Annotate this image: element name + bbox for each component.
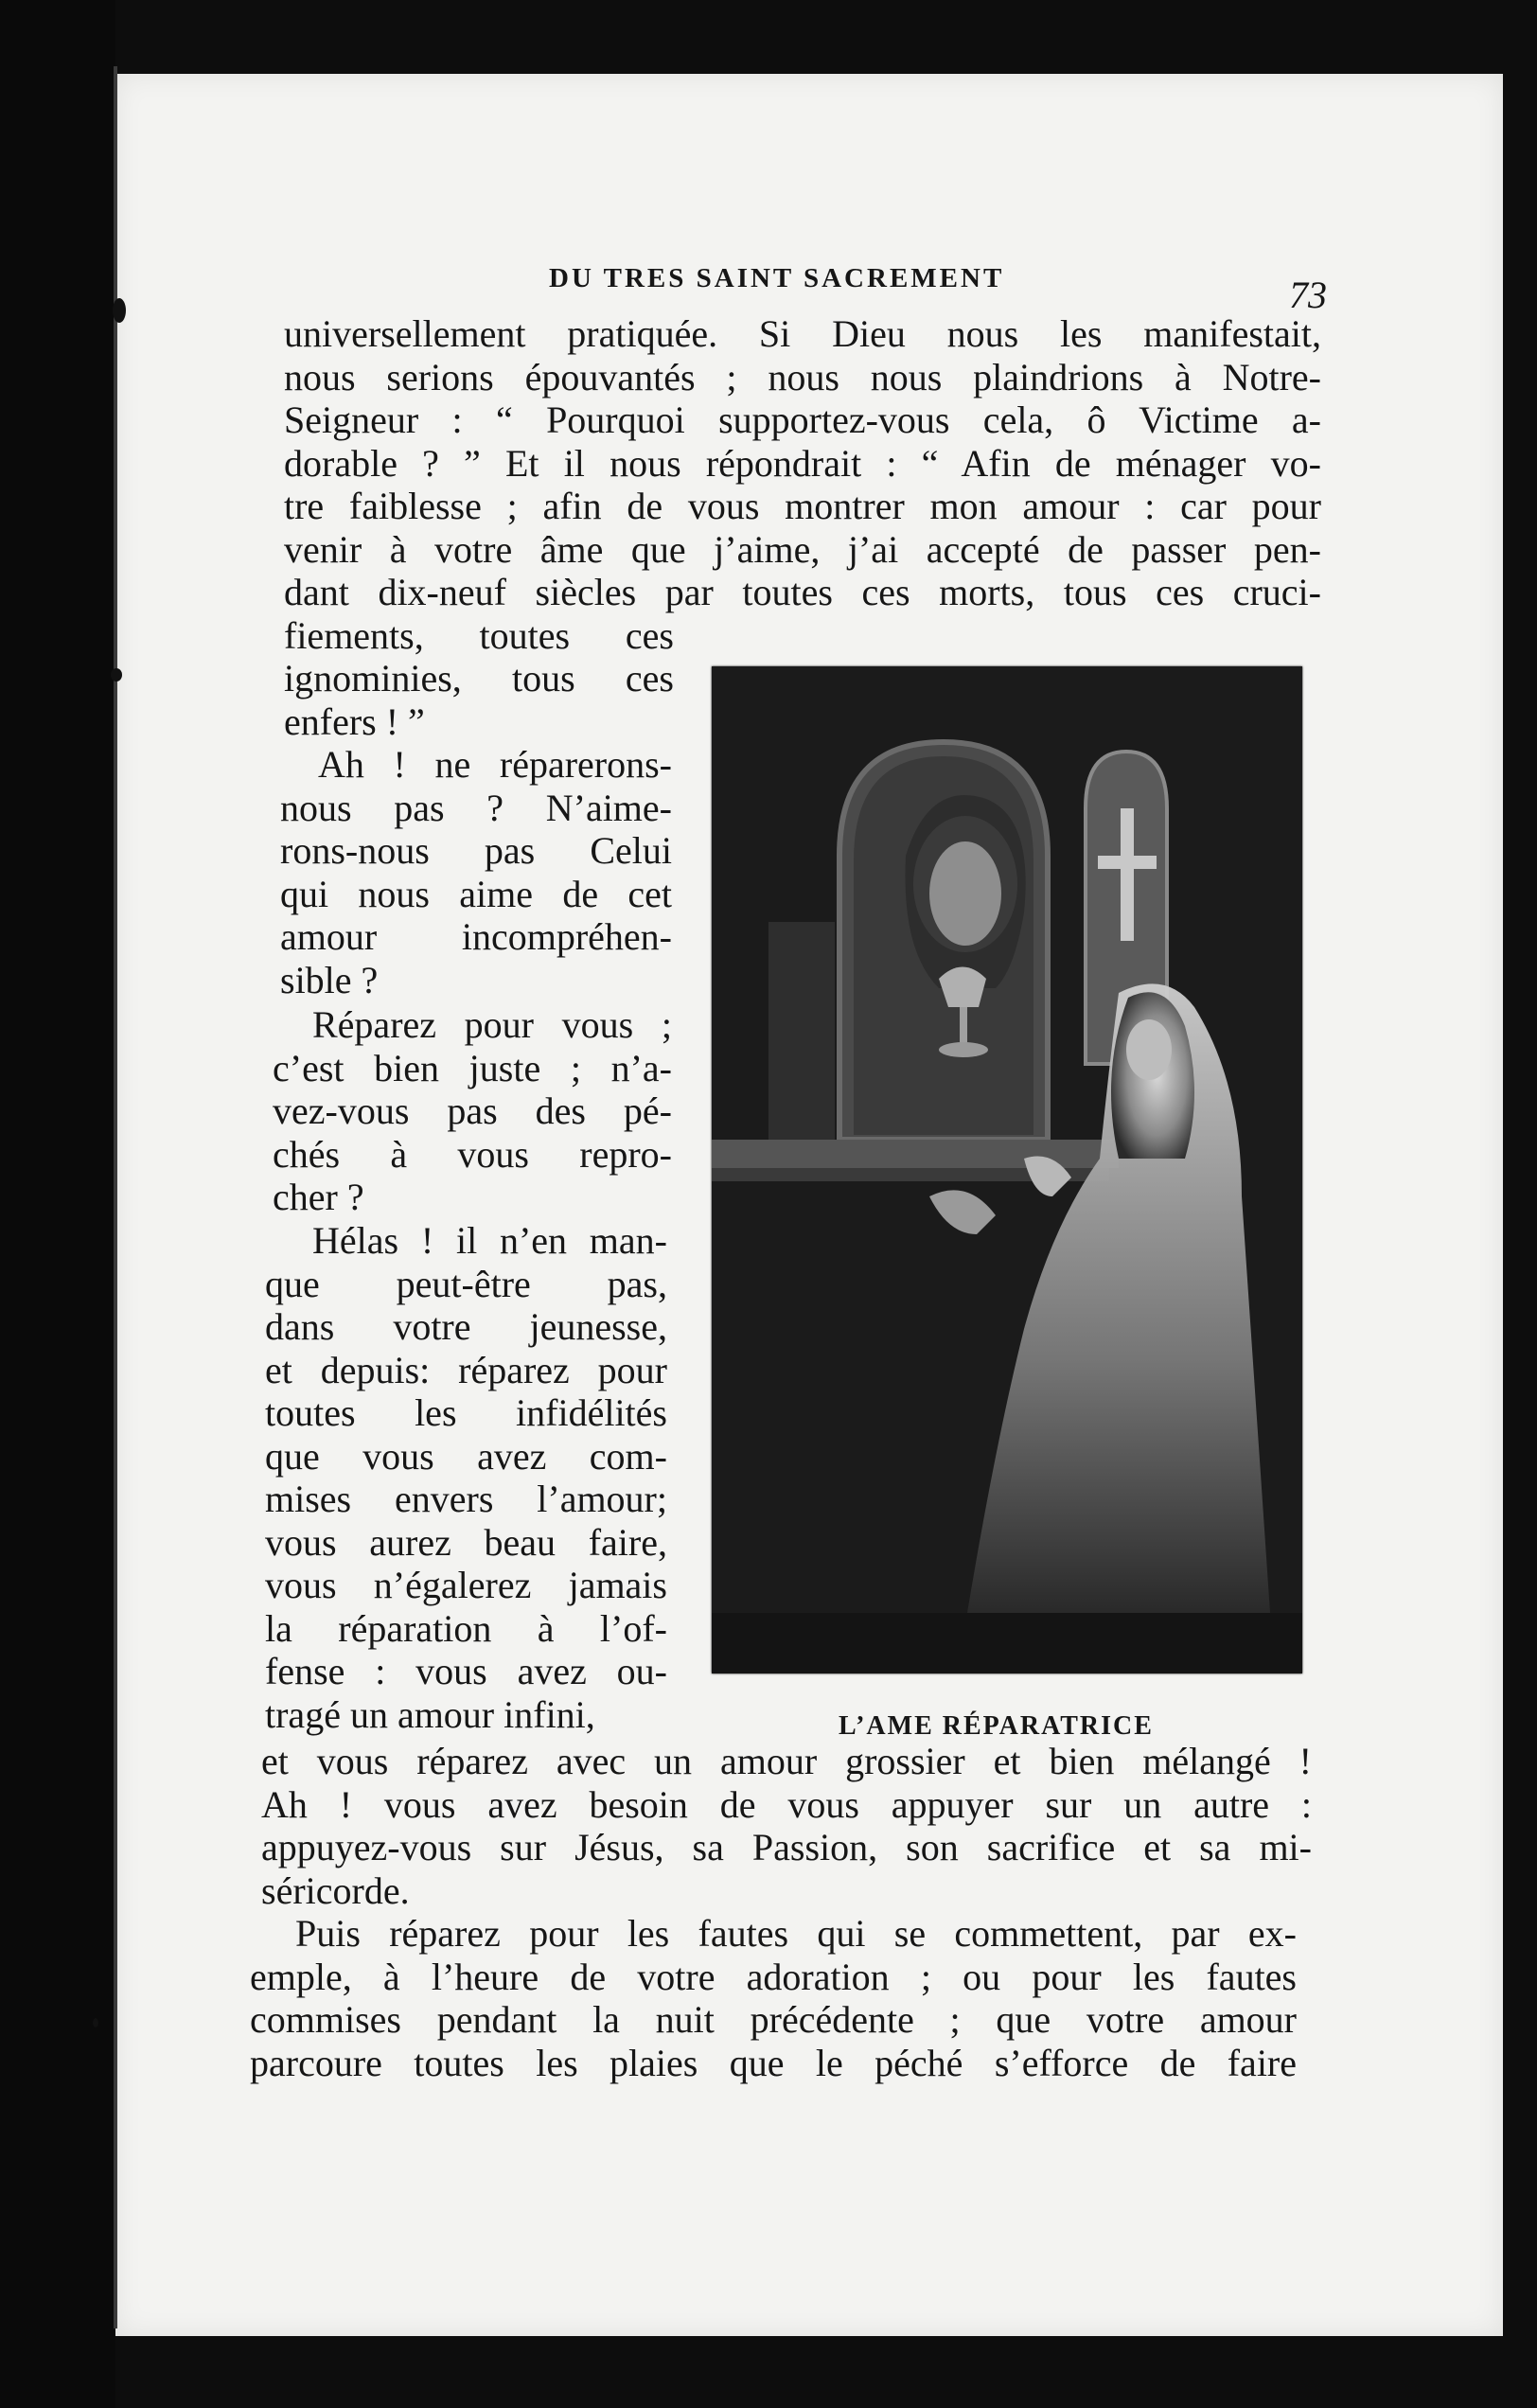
text-line: dans votre jeunesse, <box>265 1305 667 1348</box>
text-line: qui nous aime de cet <box>280 872 672 915</box>
figure-caption: L’AME RÉPARATRICE <box>839 1711 1154 1741</box>
text-line: et vous réparez avec un amour grossier et bien mélangé ! <box>261 1740 1312 1782</box>
text-line: dorable ? ” Et il nous répondrait : “ Afin de ménager vo- <box>284 441 1321 485</box>
text-line: chés à vous repro- <box>273 1132 672 1176</box>
text-line: emple, à l’heure de votre adoration ; ou pour les fautes <box>250 1955 1297 1998</box>
text-line: nous pas ? N’aime- <box>280 786 672 829</box>
text-line: cher ? <box>273 1176 364 1218</box>
text-line: rons-nous pas Celui <box>280 829 672 872</box>
text-line: parcoure toutes les plaies que le péché s’efforce de faire <box>250 2041 1297 2084</box>
text-line: que peut-être pas, <box>265 1262 667 1305</box>
text-line: amour incompréhen- <box>280 915 672 958</box>
text-line: tragé un amour infini, <box>265 1692 595 1736</box>
text-line: que vous avez com- <box>265 1434 667 1478</box>
text-line: universellement pratiquée. Si Dieu nous les manifestait, <box>284 312 1321 355</box>
text-line: toutes les infidélités <box>265 1391 667 1434</box>
text-line: et depuis: réparez pour <box>265 1348 667 1391</box>
text-line: sible ? <box>280 958 379 1001</box>
text-line: fense : vous avez ou- <box>265 1650 667 1692</box>
page-number: 73 <box>1289 274 1327 316</box>
engraving-image <box>712 666 1302 1673</box>
paragraph-2 <box>280 743 672 1001</box>
paragraph-4-continued <box>261 1740 1312 1912</box>
text-line: tre faiblesse ; afin de vous montrer mon amour : car pour <box>284 485 1321 527</box>
text-line: vez-vous pas des pé- <box>273 1089 672 1132</box>
text-line: Seigneur : “ Pourquoi supportez-vous cela, ô Victime a- <box>284 398 1321 441</box>
text-line: nous serions épouvantés ; nous nous plaindrions à Notre- <box>284 355 1321 398</box>
text-line: vous aurez beau faire, <box>265 1520 667 1564</box>
text-line: fiements, toutes ces <box>284 613 674 657</box>
text-line: appuyez-vous sur Jésus, sa Passion, son sacrifice et sa mi- <box>261 1826 1312 1868</box>
page-edge-shadow <box>114 66 117 2328</box>
illustration-reparatrice <box>712 666 1302 1673</box>
text-line: Hélas ! il n’en man- <box>312 1219 667 1262</box>
text-line: dant dix-neuf siècles par toutes ces morts, tous ces cruci- <box>284 571 1321 613</box>
text-line: enfers ! ” <box>284 699 425 743</box>
text-line: la réparation à l’of- <box>265 1606 667 1650</box>
text-line: venir à votre âme que j’aime, j’ai accepté de passer pen- <box>284 527 1321 571</box>
paragraph-4 <box>265 1219 667 1736</box>
text-line: ignominies, tous ces <box>284 657 674 699</box>
scan-speck <box>113 298 126 323</box>
text-line: séricorde. <box>261 1868 410 1912</box>
running-head: DU TRES SAINT SACREMENT <box>549 263 1005 293</box>
text-line: vous n’égalerez jamais <box>265 1564 667 1606</box>
scan-speck <box>93 2018 98 2027</box>
text-line: Réparez pour vous ; <box>312 1003 672 1046</box>
text-line: Puis réparez pour les fautes qui se commettent, par ex- <box>295 1912 1297 1955</box>
text-line: Ah ! vous avez besoin de vous appuyer sur un autre : <box>261 1782 1312 1826</box>
text-line: commises pendant la nuit précédente ; que votre amour <box>250 1998 1297 2041</box>
text-line: mises envers l’amour; <box>265 1478 667 1520</box>
text-line: Ah ! ne réparerons- <box>318 743 672 786</box>
scan-speck <box>111 668 122 682</box>
paragraph-5 <box>250 1912 1297 2084</box>
scan-border <box>0 0 115 2408</box>
text-line: c’est bien juste ; n’a- <box>273 1046 672 1089</box>
paragraph-3 <box>273 1003 672 1219</box>
